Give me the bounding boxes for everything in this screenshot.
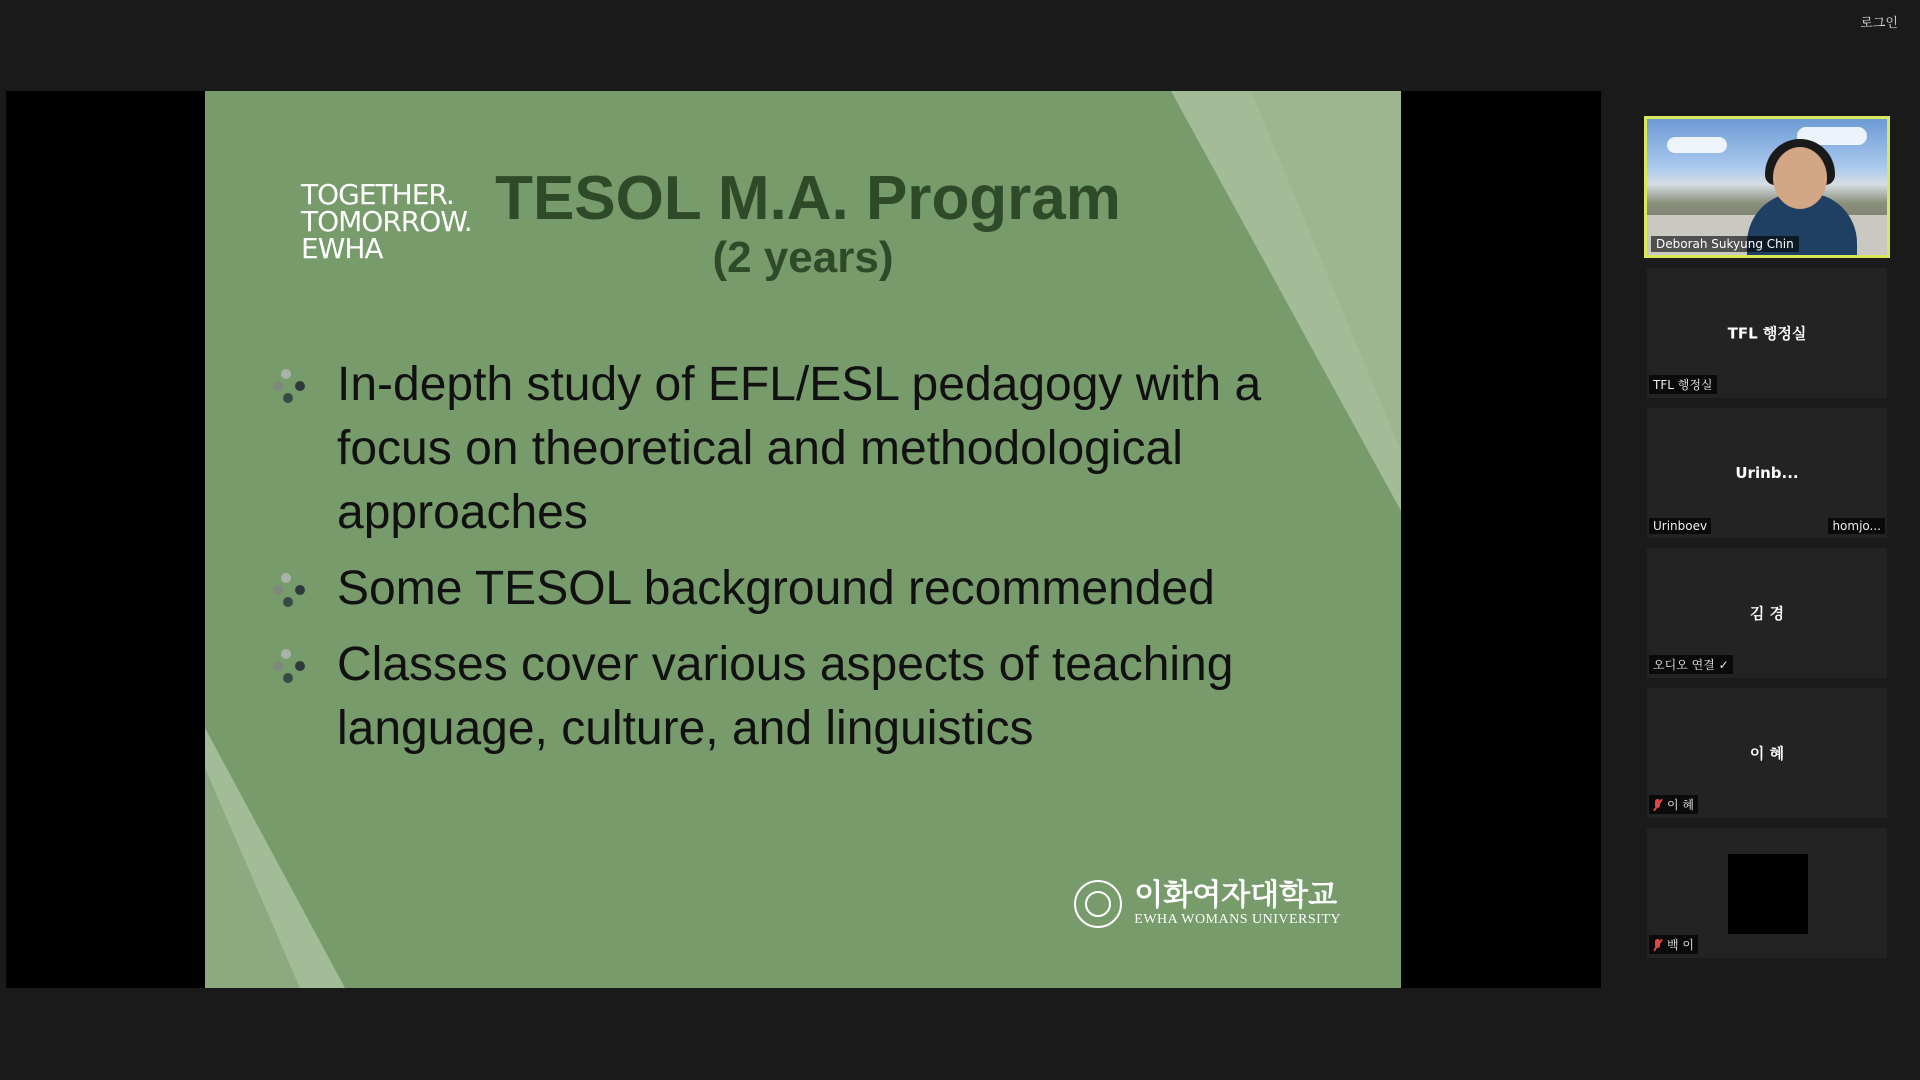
login-button[interactable]: 로그인 xyxy=(1860,16,1898,31)
speaker-video-tile[interactable] xyxy=(1644,116,1890,258)
ewha-university-logo xyxy=(1074,880,1341,928)
speaker-face xyxy=(1773,147,1827,209)
mic-muted-icon xyxy=(1653,939,1663,951)
presentation-slide xyxy=(205,91,1401,988)
bullet-item xyxy=(273,557,1363,621)
participant-label: homjo... xyxy=(1832,519,1881,533)
participant-display-name: TFL 행정실 xyxy=(1727,324,1807,343)
participant-tile[interactable] xyxy=(1647,408,1887,538)
participant-label: Urinboev xyxy=(1653,519,1708,533)
bullet-text: In-depth study of EFL/ESL pedagogy with a focus on theoretical and methodological approaches xyxy=(337,358,1262,539)
speaker-name-tag: Deborah Sukyung Chin xyxy=(1651,236,1799,252)
slide-subtitle: (2 years) xyxy=(712,233,894,282)
participant-label: TFL 행정실 xyxy=(1653,378,1713,392)
bullet-dots-icon xyxy=(273,573,313,613)
cloud xyxy=(1667,137,1727,153)
bullet-dots-icon xyxy=(273,369,313,409)
bullet-text: Some TESOL background recommended xyxy=(337,562,1215,615)
video-off-placeholder xyxy=(1728,854,1808,934)
participant-name-tag-secondary xyxy=(1828,518,1885,534)
bullet-dots-icon xyxy=(273,649,313,689)
participant-label: 백 이 xyxy=(1667,938,1694,952)
logo-line: TOGETHER. xyxy=(301,178,454,211)
participant-tile[interactable] xyxy=(1647,268,1887,398)
bullet-item xyxy=(273,353,1363,545)
participant-name-tag xyxy=(1649,935,1698,954)
logo-line: EWHA xyxy=(301,232,383,265)
shared-screen xyxy=(6,91,1601,988)
participant-display-name: 김 경 xyxy=(1749,604,1785,623)
bullet-list xyxy=(273,353,1363,773)
logo-line: TOMORROW. xyxy=(301,205,472,238)
decor-triangle xyxy=(205,768,300,988)
participant-tile[interactable] xyxy=(1647,688,1887,818)
participant-name-tag xyxy=(1649,655,1733,674)
participants-panel xyxy=(1644,116,1890,958)
participant-name-tag xyxy=(1649,518,1711,534)
bullet-item xyxy=(273,633,1363,761)
participant-label: 오디오 연결 ✓ xyxy=(1653,658,1729,672)
participant-tile[interactable] xyxy=(1647,548,1887,678)
university-name-en: EWHA WOMANS UNIVERSITY xyxy=(1134,912,1341,927)
university-seal-icon xyxy=(1074,880,1122,928)
participant-name-tag xyxy=(1649,795,1698,814)
participant-display-name: Urinb... xyxy=(1735,464,1799,482)
university-name-ko: 이화여자대학교 xyxy=(1134,878,1338,913)
participant-display-name: 이 혜 xyxy=(1749,744,1785,763)
slide-title: TESOL M.A. Program xyxy=(495,164,1121,233)
participant-name-tag xyxy=(1649,375,1717,394)
mic-muted-icon xyxy=(1653,799,1663,811)
participant-label: 이 혜 xyxy=(1667,798,1694,812)
participant-tile[interactable] xyxy=(1647,828,1887,958)
bullet-text: Classes cover various aspects of teaching language, culture, and linguistics xyxy=(337,638,1234,755)
